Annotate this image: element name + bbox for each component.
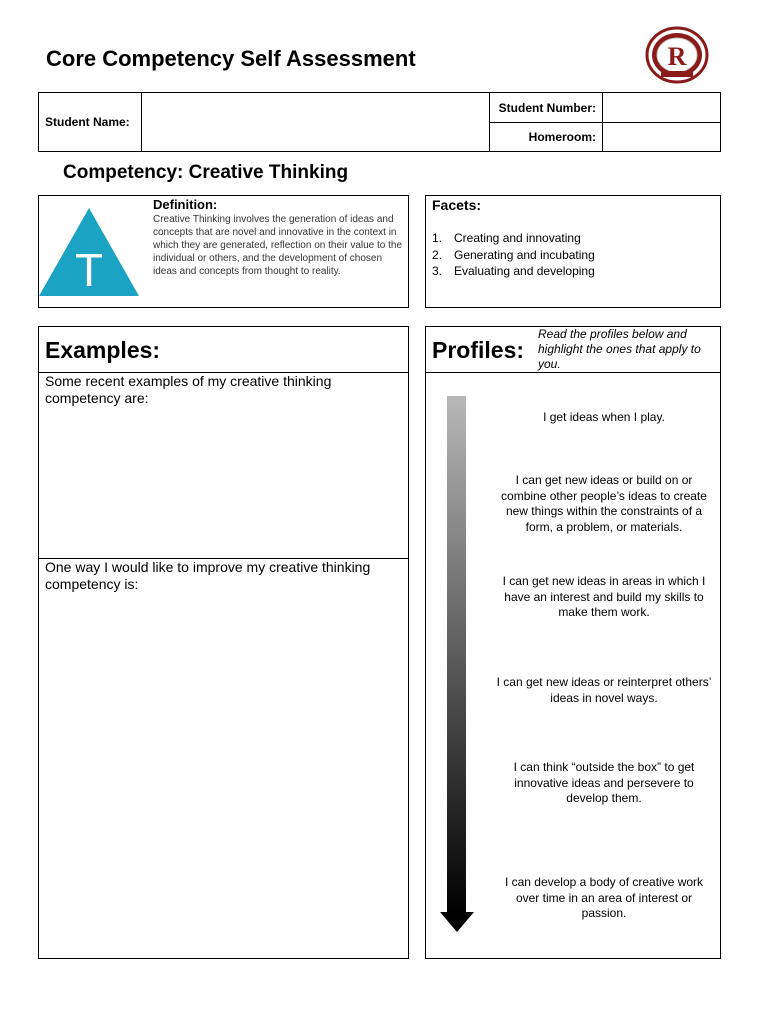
student-number-field[interactable]	[603, 93, 721, 122]
profiles-instruction: Read the profiles below and highlight the ones that apply to you.	[538, 327, 701, 371]
profile-item-2[interactable]: I can get new ideas or build on or combine other people’s ideas to create new things within the constraints of a form, a problem, or materials.	[501, 473, 707, 534]
improve-answer-area[interactable]	[39, 594, 408, 956]
school-logo	[645, 26, 709, 84]
facets-label: Facets:	[432, 197, 482, 213]
profile-item-3[interactable]: I can get new ideas in areas in which I have an interest and build my skills to make them work.	[502, 574, 706, 619]
page-title: Core Competency Self Assessment	[46, 46, 416, 71]
triangle-t-icon	[39, 206, 140, 298]
profile-item-6[interactable]: I can develop a body of creative work over time in an area of interest or passion.	[504, 875, 704, 920]
svg-text:T: T	[74, 244, 104, 296]
student-name-label: Student Name:	[45, 115, 130, 129]
logo-letter: R	[667, 42, 687, 71]
student-info-table	[38, 92, 721, 152]
facet-item: 3. Evaluating and developing	[432, 264, 595, 278]
profiles-title: Profiles:	[432, 337, 525, 363]
profile-item-1[interactable]: I get ideas when I play.	[543, 410, 665, 424]
facet-item: 2. Generating and incubating	[432, 247, 595, 262]
facet-item: 1. Creating and innovating	[432, 231, 581, 245]
profile-item-5[interactable]: I can think “outside the box” to get innovative ideas and persevere to develop them.	[513, 760, 695, 805]
student-number-label: Student Number:	[498, 100, 596, 115]
competency-heading: Competency: Creative Thinking	[63, 162, 349, 183]
examples-title: Examples:	[45, 337, 161, 363]
facets-list	[432, 230, 595, 280]
profile-item-4[interactable]: I can get new ideas or reinterpret others’ ideas in novel ways.	[496, 675, 712, 705]
homeroom-label: Homeroom:	[528, 130, 596, 144]
definition-label: Definition:	[153, 197, 218, 212]
homeroom-field[interactable]	[603, 123, 721, 151]
examples-answer-area[interactable]	[39, 408, 408, 556]
student-name-field[interactable]	[142, 93, 489, 151]
examples-prompt-recent: Some recent examples of my creative thinking competency are:	[45, 373, 332, 406]
examples-prompt-improve: One way I would like to improve my creative thinking competency is:	[45, 559, 371, 592]
progression-arrow-icon	[437, 396, 477, 936]
definition-text: Creative Thinking involves the generation of ideas and concepts that are novel and innovative in the context in which they are generated, reflection on their value to the individual or others, and the development of chosen ideas and concepts from thought to reality.	[153, 214, 403, 277]
